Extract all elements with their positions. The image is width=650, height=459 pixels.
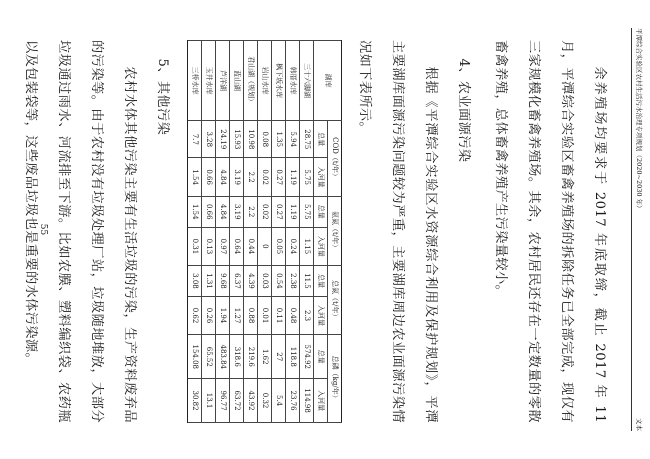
table-cell-value: 1.94 — [216, 296, 230, 335]
table-subheader-total: 总量 — [314, 335, 328, 379]
table-cell-value: 3.19 — [230, 158, 244, 197]
table-cell-value: 1.62 — [258, 335, 272, 379]
table-cell-value: 574.92 — [300, 335, 314, 379]
table-cell-value: 0.64 — [230, 227, 244, 266]
table-header-ammonia: 氨氮（t/年） — [328, 196, 342, 265]
table-cell-value: 0.26 — [202, 296, 216, 335]
table-subheader-inflow: 入河量 — [314, 158, 328, 197]
table-cell-value: 3.28 — [202, 121, 216, 158]
table-cell-value: 1.19 — [286, 196, 300, 227]
table-cell-value: 0.27 — [272, 158, 286, 197]
table-subheader-inflow: 入河量 — [314, 227, 328, 266]
table-cell-lake-name: 三十六脚湖 — [300, 41, 314, 121]
table-cell-lake-name: 韩厝水库 — [286, 41, 300, 121]
table-header-cod: COD（t/年） — [328, 121, 342, 197]
table-row — [300, 41, 314, 423]
table-cell-value: 13.1 — [202, 379, 216, 423]
table-cell-value: 0.97 — [216, 227, 230, 266]
table-cell-value: 24.19 — [216, 121, 230, 158]
table-row — [244, 41, 258, 423]
table-subheader-total: 总量 — [314, 266, 328, 297]
table-subheader-total: 总量 — [314, 196, 328, 227]
table-row — [286, 41, 300, 423]
table-cell-value: 65.52 — [202, 335, 216, 379]
table-header-lake: 湖库 — [314, 41, 342, 121]
table-cell-value: 1.19 — [286, 158, 300, 197]
table-row — [258, 41, 272, 423]
table-cell-value: 0.54 — [272, 266, 286, 297]
pollution-table — [187, 40, 342, 423]
table-cell-lake-name: 蓝山湖 — [230, 41, 244, 121]
table-cell-value: 1.31 — [202, 266, 216, 297]
table-cell-value: 118.8 — [286, 335, 300, 379]
table-cell-lake-name: 枫下坂水库 — [272, 41, 286, 121]
table-cell-value: 4.84 — [216, 196, 230, 227]
table-cell-value: 1.54 — [188, 196, 202, 227]
table-cell-value: 0.66 — [202, 158, 216, 197]
header-section-label: 文本 — [635, 418, 643, 431]
paragraph-agricultural: 根据《平潭综合实验区水资源综合利用及保护规划》，平潭主要湖库面源污染问题较为严重，主要湖库周边农业面源污染情况如下表所示。 — [357, 40, 438, 423]
table-cell-value: 5.75 — [300, 158, 314, 197]
table-cell-value: 0.02 — [258, 158, 272, 197]
page-number: 55 — [38, 223, 48, 236]
table-cell-value: 0.62 — [188, 296, 202, 335]
table-cell-value: 0.03 — [258, 266, 272, 297]
heading-agricultural-pollution: 4、农业面源污染 — [456, 58, 471, 163]
table-cell-value: 4.39 — [244, 266, 258, 297]
table-cell-value: 96.77 — [216, 379, 230, 423]
table-cell-value: 4.84 — [216, 158, 230, 197]
table-row — [272, 41, 286, 423]
paragraph-other-pollution: 农村水体其他污染主要有生活垃圾的污染，生产资料废弃品的污染等。由于农村没有垃圾处理厂站，垃圾随地堆放，大部分垃圾通过雨水、河流排至下游。比如农膜、塑料编织袋、农药瓶以及包装袋等，这些废品垃圾也是重要的水体污染源。 — [23, 40, 137, 423]
table-cell-value: 483.84 — [216, 335, 230, 379]
header-rule — [631, 28, 632, 431]
table-cell-value: 0.31 — [188, 227, 202, 266]
table-header-total-phosphorus: 总磷（kg/年） — [328, 335, 342, 423]
table-cell-lake-name: 君山湖（规划） — [244, 41, 258, 121]
table-cell-value: 1.54 — [188, 158, 202, 197]
table-cell-value: 0.66 — [202, 196, 216, 227]
table-cell-lake-name: 芦洋湖 — [216, 41, 230, 121]
table-cell-value: 2.2 — [244, 158, 258, 197]
table-subheader-inflow: 入河量 — [314, 379, 328, 423]
table-body — [188, 41, 314, 423]
table-cell-value: 0.02 — [258, 196, 272, 227]
table-cell-value: 0.08 — [258, 121, 272, 158]
table-cell-value: 30.82 — [188, 379, 202, 423]
table-cell-value: 5.4 — [272, 379, 286, 423]
table-cell-value: 7.7 — [188, 121, 202, 158]
table-cell-value: 43.92 — [244, 379, 258, 423]
table-cell-value: 0.13 — [202, 227, 216, 266]
table-cell-value: 1.27 — [230, 296, 244, 335]
table-row — [230, 41, 244, 423]
table-cell-value: 10.98 — [244, 121, 258, 158]
table-cell-value: 154.08 — [188, 335, 202, 379]
table-cell-value: 63.72 — [230, 379, 244, 423]
heading-other-pollution: 5、其他污染 — [155, 58, 170, 136]
table-cell-value: 5.94 — [286, 121, 300, 158]
table-cell-value: 0 — [258, 227, 272, 266]
table-cell-value: 23.76 — [286, 379, 300, 423]
table-cell-value: 0.44 — [244, 227, 258, 266]
table-cell-value: 9.68 — [216, 266, 230, 297]
table-cell-value: 28.75 — [300, 121, 314, 158]
table-cell-lake-name: 玉井水库 — [202, 41, 216, 121]
table-row — [202, 41, 216, 423]
table-cell-value: 27 — [272, 335, 286, 379]
header-title: 平潭综合实验区农村生活污水治理专项规划（2020~2030 年） — [635, 28, 643, 212]
table-cell-value: 0.24 — [286, 227, 300, 266]
table-cell-value: 2.3 — [300, 296, 314, 335]
table-cell-value: 2.2 — [244, 196, 258, 227]
table-cell-value: 2.38 — [286, 266, 300, 297]
document-body — [0, 40, 616, 423]
table-row — [188, 41, 202, 423]
table-cell-value: 0.32 — [258, 379, 272, 423]
table-cell-value: 0.27 — [272, 196, 286, 227]
table-cell-value: 5.75 — [300, 196, 314, 227]
table-cell-value: 0.88 — [244, 296, 258, 335]
table-cell-value: 3.08 — [188, 266, 202, 297]
table-cell-value: 219.6 — [244, 335, 258, 379]
table-cell-lake-name: 三桥水库 — [188, 41, 202, 121]
table-cell-value: 15.93 — [230, 121, 244, 158]
table-cell-value: 11.5 — [300, 266, 314, 297]
table-cell-value: 114.98 — [300, 379, 314, 423]
table-cell-value: 0.01 — [258, 296, 272, 335]
table-cell-value: 1.15 — [300, 227, 314, 266]
table-cell-value: 318.6 — [230, 335, 244, 379]
table-cell-lake-name: 岩山水库 — [258, 41, 272, 121]
table-cell-value: 6.37 — [230, 266, 244, 297]
table-subheader-inflow: 入河量 — [314, 296, 328, 335]
table-cell-value: 0.48 — [286, 296, 300, 335]
page-header — [632, 28, 644, 431]
table-cell-value: 1.35 — [272, 121, 286, 158]
table-row — [216, 41, 230, 423]
table-header-total-nitrogen: 总氮（t/年） — [328, 266, 342, 335]
table-cell-value: 0.05 — [272, 227, 286, 266]
paragraph-livestock: 余养殖场均要求于 2017 年底取缔，截止 2017 年 11 月，平潭综合实验区畜禽养殖场的拆除任务已全部完成，现仅有三家规模化畜禽养殖场。其余，农村居民还存在一定数量的零散畜禽养殖，总体畜禽养殖产生污染量较小。 — [493, 40, 607, 423]
table-cell-value: 0.11 — [272, 296, 286, 335]
table-subheader-total: 总量 — [314, 121, 328, 158]
table-cell-value: 3.19 — [230, 196, 244, 227]
